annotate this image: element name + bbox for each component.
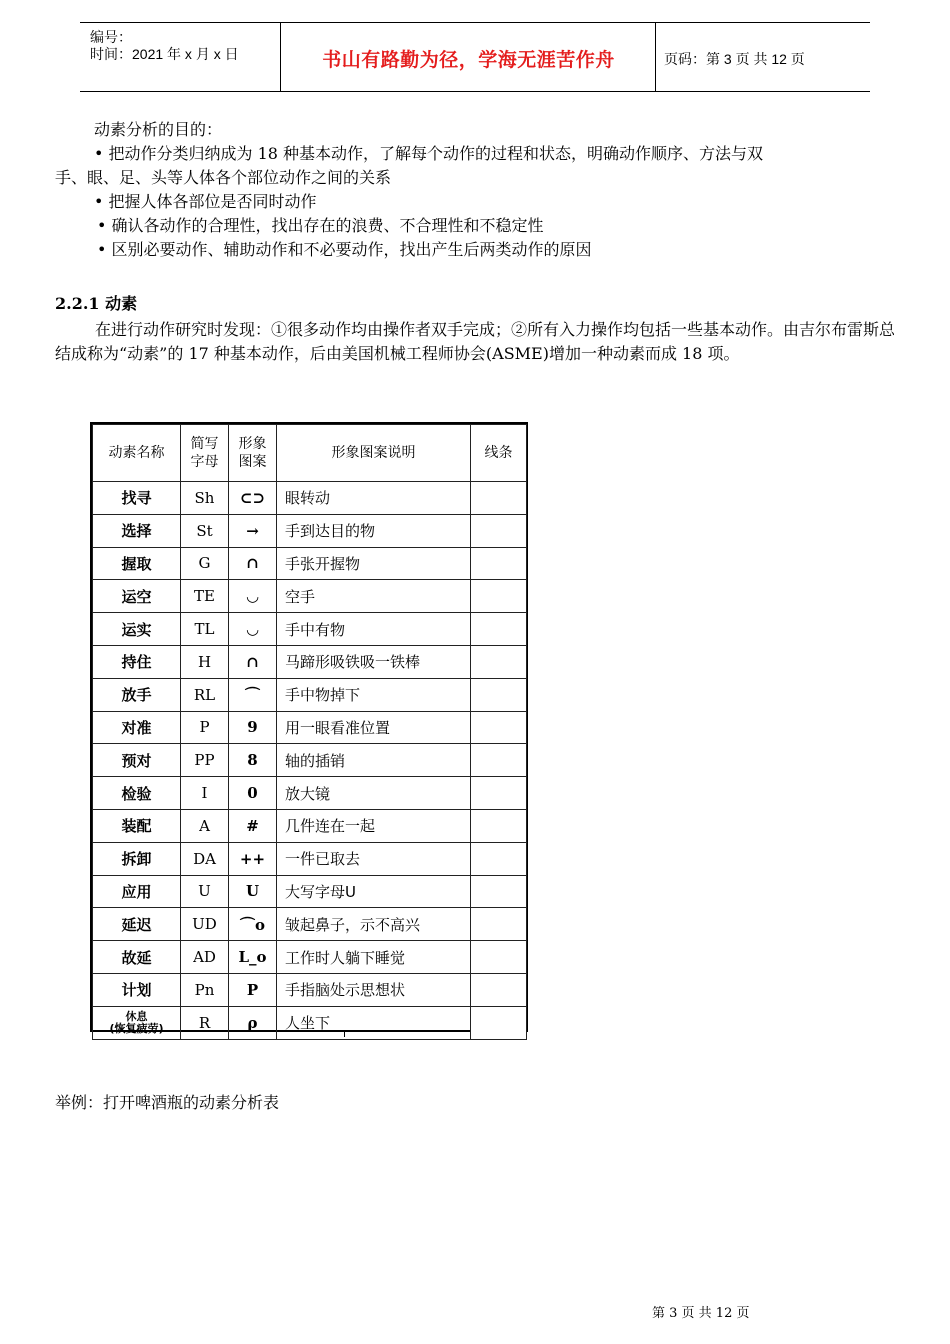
table-row <box>93 514 527 547</box>
row-name: 对准 <box>93 711 181 744</box>
row-line-pattern <box>471 973 527 1006</box>
header-symbol-line2: 图案 <box>238 454 267 470</box>
section-title: 2.2.1 动素 <box>55 294 138 313</box>
header-line: 线条 <box>471 425 527 482</box>
table-row <box>93 744 527 777</box>
row-symbol-icon: U <box>229 875 277 908</box>
row-name: 运空 <box>93 580 181 613</box>
header-number: 编号： <box>90 29 132 45</box>
header-motto: 书山有路勤为径，学海无涯苦作舟 <box>322 49 615 71</box>
row-symbol-icon: ⊂⊃ <box>229 482 277 515</box>
table-row <box>93 1006 527 1039</box>
header-desc: 形象图案说明 <box>277 425 471 482</box>
intro-bullet: • 把握人体各部位是否同时动作 <box>94 192 317 211</box>
row-desc: 手中有物 <box>277 613 471 646</box>
row-desc: 皱起鼻子，示不高兴 <box>277 908 471 941</box>
row-abbr: St <box>181 514 229 547</box>
table-row <box>93 482 527 515</box>
row-line-pattern <box>471 908 527 941</box>
row-desc: 用一眼看准位置 <box>277 711 471 744</box>
table-row <box>93 973 527 1006</box>
row-desc: 轴的插销 <box>277 744 471 777</box>
row-line-pattern <box>471 711 527 744</box>
row-desc: 一件已取去 <box>277 842 471 875</box>
row-abbr: TL <box>181 613 229 646</box>
row-symbol-icon: ∩ <box>229 547 277 580</box>
row-desc: 手张开握物 <box>277 547 471 580</box>
row-line-pattern <box>471 514 527 547</box>
header-symbol-line1: 形象 <box>238 436 267 452</box>
row-abbr: I <box>181 777 229 810</box>
row-desc: 手到达目的物 <box>277 514 471 547</box>
row-line-pattern <box>471 809 527 842</box>
row-name: 握取 <box>93 547 181 580</box>
table-row <box>93 908 527 941</box>
row-symbol-icon: 0 <box>229 777 277 810</box>
row-name: 选择 <box>93 514 181 547</box>
row-name-main: 休息 <box>125 1009 148 1023</box>
table-row <box>93 613 527 646</box>
table-row <box>93 809 527 842</box>
row-abbr: PP <box>181 744 229 777</box>
row-name: 装配 <box>93 809 181 842</box>
row-symbol-icon: → <box>229 514 277 547</box>
row-abbr: A <box>181 809 229 842</box>
intro-heading: 动素分析的目的： <box>94 120 223 139</box>
row-symbol-icon: ∩ <box>229 645 277 678</box>
row-line-pattern <box>471 645 527 678</box>
row-name: 故延 <box>93 941 181 974</box>
row-abbr: R <box>181 1006 229 1039</box>
row-abbr: Pn <box>181 973 229 1006</box>
row-symbol-icon: ⌒ <box>229 678 277 711</box>
header-divider <box>280 23 281 91</box>
row-name: 预对 <box>93 744 181 777</box>
row-abbr: H <box>181 645 229 678</box>
table-body <box>93 482 527 1040</box>
row-abbr: P <box>181 711 229 744</box>
header-meta <box>90 29 239 63</box>
row-line-pattern <box>471 580 527 613</box>
row-symbol-icon: ρ <box>229 1006 277 1039</box>
row-line-pattern <box>471 547 527 580</box>
row-line-pattern <box>471 941 527 974</box>
table-row <box>93 941 527 974</box>
header-abbr-line1: 简写 <box>190 436 219 452</box>
row-name: 检验 <box>93 777 181 810</box>
page-header <box>80 22 870 92</box>
row-symbol-icon: P <box>229 973 277 1006</box>
row-abbr: AD <box>181 941 229 974</box>
row-line-pattern <box>471 744 527 777</box>
row-line-pattern <box>471 613 527 646</box>
row-desc: 眼转动 <box>277 482 471 515</box>
table-row <box>93 875 527 908</box>
example-caption: 举例：打开啤酒瓶的动素分析表 <box>55 1093 280 1112</box>
row-line-pattern <box>471 482 527 515</box>
intro-bullet-continued: 手、眼、足、头等人体各个部位动作之间的关系 <box>55 168 392 187</box>
header-time: 时间：2021 年 x 月 x 日 <box>90 46 239 62</box>
row-abbr: DA <box>181 842 229 875</box>
header-abbr <box>181 425 229 482</box>
row-symbol-icon: ◡ <box>229 613 277 646</box>
table-row <box>93 580 527 613</box>
row-name: 放手 <box>93 678 181 711</box>
row-abbr: G <box>181 547 229 580</box>
row-symbol-icon: ⌒o <box>229 908 277 941</box>
row-desc: 手指脑处示思想状 <box>277 973 471 1006</box>
row-name: 拆卸 <box>93 842 181 875</box>
page-footer: 第 3 页 共 12 页 <box>652 1306 750 1321</box>
section-paragraph: 在进行动作研究时发现：①很多动作均由操作者双手完成；②所有入力操作均包括一些基本动作。由吉尔布雷斯总结成称为“动素”的 17 种基本动作，后由美国机械工程师协会(ASME)增加一种动素而成 18 项。 <box>55 320 896 363</box>
header-page-info: 页码：第 3 页 共 12 页 <box>664 51 805 67</box>
table-row <box>93 711 527 744</box>
row-abbr: Sh <box>181 482 229 515</box>
row-desc: 空手 <box>277 580 471 613</box>
row-desc: 大写字母U <box>277 875 471 908</box>
row-abbr: UD <box>181 908 229 941</box>
row-abbr: RL <box>181 678 229 711</box>
row-desc: 手中物掉下 <box>277 678 471 711</box>
row-name: 找寻 <box>93 482 181 515</box>
row-name: 计划 <box>93 973 181 1006</box>
row-desc: 几件连在一起 <box>277 809 471 842</box>
row-line-pattern <box>471 875 527 908</box>
row-desc: 人坐下 <box>277 1006 471 1039</box>
row-symbol-icon: 8 <box>229 744 277 777</box>
row-symbol-icon: ◡ <box>229 580 277 613</box>
row-desc: 马蹄形吸铁吸一铁棒 <box>277 645 471 678</box>
row-symbol-icon: 9 <box>229 711 277 744</box>
row-line-pattern <box>471 1006 527 1039</box>
row-name: 运实 <box>93 613 181 646</box>
therblig-table-figure <box>90 422 528 1035</box>
table-row <box>93 645 527 678</box>
header-name: 动素名称 <box>93 425 181 482</box>
row-line-pattern <box>471 842 527 875</box>
table-row <box>93 842 527 875</box>
row-symbol-icon: L_o <box>229 941 277 974</box>
table-row <box>93 777 527 810</box>
therblig-table <box>92 424 527 1040</box>
row-line-pattern <box>471 777 527 810</box>
intro-bullet: • 把动作分类归纳成为 18 种基本动作，了解每个动作的过程和状态，明确动作顺序、方法与双 <box>94 144 764 163</box>
row-line-pattern <box>471 678 527 711</box>
table-row <box>93 547 527 580</box>
row-desc: 工作时人躺下睡觉 <box>277 941 471 974</box>
intro-bullet: • 区别必要动作、辅助动作和不必要动作，找出产生后两类动作的原因 <box>97 240 592 259</box>
row-name: 持住 <box>93 645 181 678</box>
header-divider <box>655 23 656 91</box>
header-symbol <box>229 425 277 482</box>
row-name-sub: (恢复疲劳) <box>109 1021 164 1035</box>
row-abbr: TE <box>181 580 229 613</box>
header-abbr-line2: 字母 <box>190 454 219 470</box>
row-abbr: U <box>181 875 229 908</box>
row-desc: 放大镜 <box>277 777 471 810</box>
figure-tick-mark <box>344 1032 345 1037</box>
row-name: 延迟 <box>93 908 181 941</box>
row-name <box>93 1006 181 1039</box>
row-symbol-icon: # <box>229 809 277 842</box>
intro-bullet: • 确认各动作的合理性，找出存在的浪费、不合理性和不稳定性 <box>97 216 544 235</box>
row-name: 应用 <box>93 875 181 908</box>
table-header-row <box>93 425 527 482</box>
table-row <box>93 678 527 711</box>
row-symbol-icon: ++ <box>229 842 277 875</box>
